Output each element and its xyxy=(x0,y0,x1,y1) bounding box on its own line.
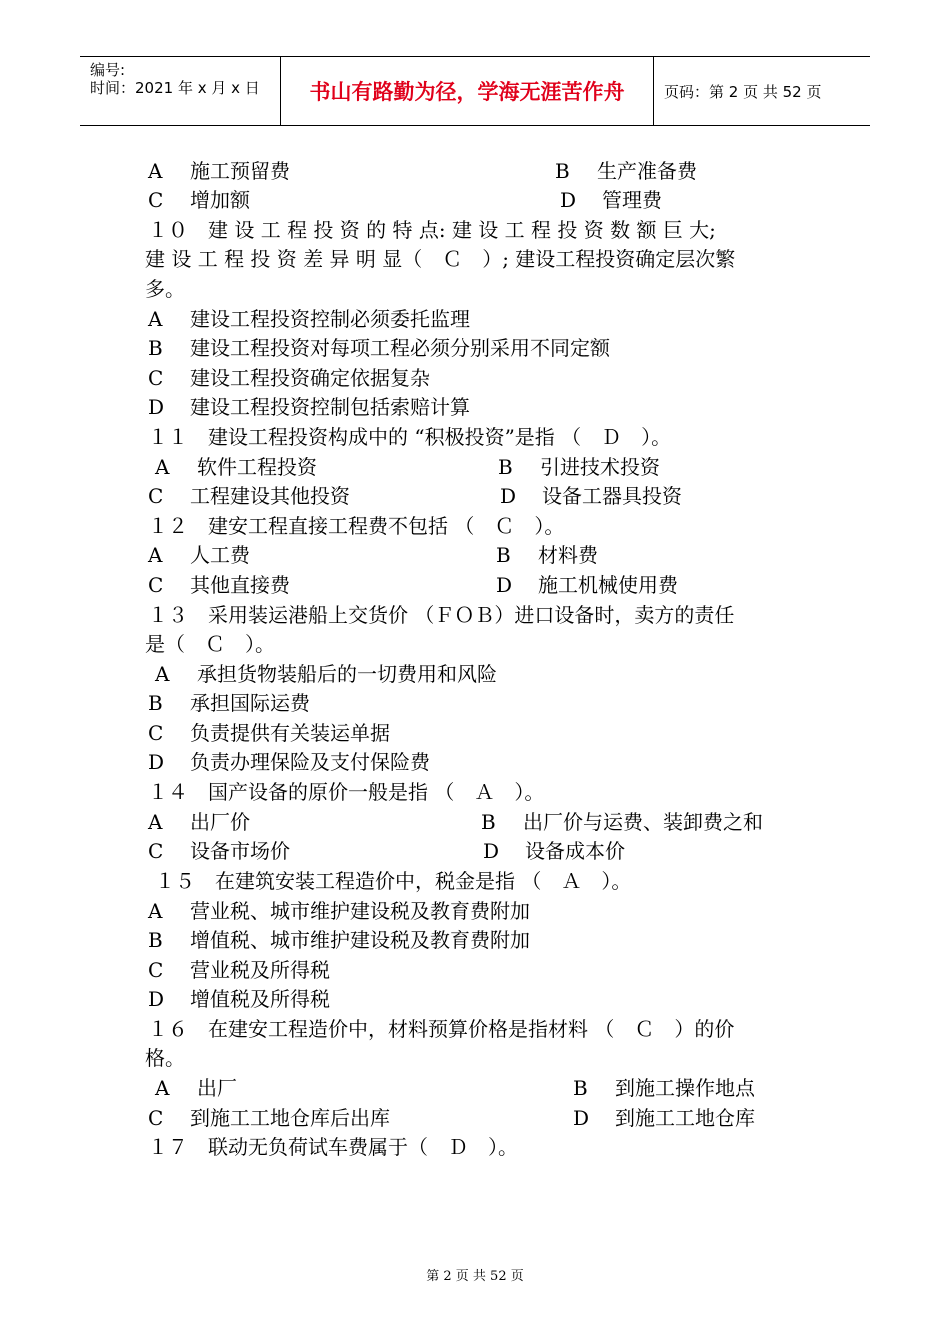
option-letter: C xyxy=(148,573,164,597)
option-text: 软件工程投资 xyxy=(197,455,317,479)
question-text: １３ 采用装运港船上交货价 （ＦＯＢ）进口设备时，卖方的责任 xyxy=(148,603,735,627)
option-letter: D xyxy=(496,573,513,597)
option-letter: D xyxy=(483,839,500,863)
option-row xyxy=(148,689,310,717)
option-letter: C xyxy=(148,839,164,863)
option-row xyxy=(155,1074,237,1102)
question-text: 是（ Ｃ ）。 xyxy=(145,632,275,656)
question-text: １７ 联动无负荷试车费属于（ Ｄ ）。 xyxy=(148,1135,518,1159)
question-text: 多。 xyxy=(145,277,185,301)
option-row xyxy=(148,305,470,333)
option-letter: A xyxy=(155,662,170,686)
number-label: 编号: xyxy=(90,61,126,79)
option-text: 施工预留费 xyxy=(190,159,290,183)
option-letter: C xyxy=(148,1106,164,1130)
option-row xyxy=(148,985,330,1013)
option-letter: B xyxy=(148,336,163,360)
question-text: １５ 在建筑安装工程造价中，税金是指 （ Ａ ）。 xyxy=(155,869,632,893)
option-letter: A xyxy=(155,1076,170,1100)
page-footer: 第 2 页 共 52 页 xyxy=(426,1269,524,1284)
option-row xyxy=(481,808,763,836)
motto-text: 书山有路勤为径，学海无涯苦作舟 xyxy=(309,80,625,104)
option-row xyxy=(496,541,598,569)
header-meta-cell xyxy=(80,57,281,125)
option-text: 设备工器具投资 xyxy=(542,484,682,508)
option-letter: B xyxy=(148,691,163,715)
option-text: 增值税、城市维护建设税及教育费附加 xyxy=(190,928,530,952)
option-letter: C xyxy=(148,958,164,982)
option-text: 施工机械使用费 xyxy=(538,573,678,597)
option-text: 承担货物装船后的一切费用和风险 xyxy=(197,662,497,686)
option-row xyxy=(148,157,290,185)
option-row xyxy=(573,1104,755,1132)
option-row xyxy=(555,157,697,185)
date-label: 时间：2021 年 x 月 x 日 xyxy=(90,79,260,97)
option-text: 负责办理保险及支付保险费 xyxy=(190,750,430,774)
option-letter: B xyxy=(496,543,511,567)
option-letter: B xyxy=(573,1076,588,1100)
option-text: 人工费 xyxy=(190,543,250,567)
option-row xyxy=(148,808,250,836)
option-row xyxy=(573,1074,755,1102)
option-text: 到施工工地仓库 xyxy=(615,1106,755,1130)
option-text: 负责提供有关装运单据 xyxy=(190,721,390,745)
option-row xyxy=(148,897,530,925)
option-text: 设备成本价 xyxy=(525,839,625,863)
header-motto-cell xyxy=(281,57,654,125)
option-text: 引进技术投资 xyxy=(540,455,660,479)
question-text: １６ 在建安工程造价中，材料预算价格是指材料 （ Ｃ ）的价 xyxy=(148,1017,735,1041)
option-row xyxy=(560,186,662,214)
option-row xyxy=(148,334,610,362)
option-text: 工程建设其他投资 xyxy=(190,484,350,508)
option-row xyxy=(148,364,430,392)
option-row xyxy=(155,660,497,688)
option-row xyxy=(148,186,250,214)
option-letter: D xyxy=(500,484,517,508)
option-text: 增值税及所得税 xyxy=(190,987,330,1011)
option-row xyxy=(148,748,430,776)
option-text: 生产准备费 xyxy=(597,159,697,183)
question-text: １０ 建 设 工 程 投 资 的 特 点: 建 设 工 程 投 资 数 额 巨 大; xyxy=(148,218,716,242)
option-letter: B xyxy=(555,159,570,183)
option-text: 出厂价 xyxy=(190,810,250,834)
option-text: 承担国际运费 xyxy=(190,691,310,715)
option-letter: A xyxy=(148,307,163,331)
question-text: １２ 建安工程直接工程费不包括 （ Ｃ ）。 xyxy=(148,514,565,538)
option-letter: C xyxy=(148,484,164,508)
option-letter: A xyxy=(155,455,170,479)
option-text: 建设工程投资对每项工程必须分别采用不同定额 xyxy=(190,336,610,360)
question-text: １１ 建设工程投资构成中的 “积极投资”是指 （ Ｄ ）。 xyxy=(148,425,672,449)
option-row xyxy=(148,393,470,421)
option-text: 营业税、城市维护建设税及教育费附加 xyxy=(190,899,530,923)
option-row xyxy=(148,1104,390,1132)
option-text: 建设工程投资控制包括索赔计算 xyxy=(190,395,470,419)
option-row xyxy=(148,571,290,599)
option-text: 出厂价与运费、装卸费之和 xyxy=(523,810,763,834)
option-letter: A xyxy=(148,899,163,923)
option-row xyxy=(148,926,530,954)
page-info: 页码：第 2 页 共 52 页 xyxy=(664,83,822,101)
option-letter: A xyxy=(148,159,163,183)
question-text: 格。 xyxy=(145,1046,185,1070)
header-page-cell xyxy=(654,57,870,125)
option-row xyxy=(496,571,678,599)
option-letter: D xyxy=(148,987,165,1011)
option-row xyxy=(148,541,250,569)
option-letter: D xyxy=(560,188,577,212)
option-text: 到施工工地仓库后出库 xyxy=(190,1106,390,1130)
option-row xyxy=(148,837,290,865)
option-text: 其他直接费 xyxy=(190,573,290,597)
option-row xyxy=(148,482,350,510)
option-text: 增加额 xyxy=(190,188,250,212)
option-letter: D xyxy=(148,395,165,419)
option-row xyxy=(483,837,625,865)
option-letter: A xyxy=(148,810,163,834)
option-letter: A xyxy=(148,543,163,567)
option-text: 到施工操作地点 xyxy=(615,1076,755,1100)
page-header xyxy=(80,56,870,126)
option-text: 建设工程投资控制必须委托监理 xyxy=(190,307,470,331)
option-text: 建设工程投资确定依据复杂 xyxy=(190,366,430,390)
option-row xyxy=(498,453,660,481)
question-text: １４ 国产设备的原价一般是指 （ Ａ ）。 xyxy=(148,780,545,804)
option-letter: D xyxy=(573,1106,590,1130)
option-row xyxy=(148,956,330,984)
question-text: 建 设 工 程 投 资 差 异 明 显（ Ｃ ）; 建设工程投资确定层次繁 xyxy=(145,247,736,271)
option-row xyxy=(500,482,682,510)
option-letter: C xyxy=(148,188,164,212)
option-letter: D xyxy=(148,750,165,774)
option-row xyxy=(155,453,317,481)
option-text: 营业税及所得税 xyxy=(190,958,330,982)
option-letter: B xyxy=(481,810,496,834)
option-letter: C xyxy=(148,721,164,745)
option-text: 出厂 xyxy=(197,1076,237,1100)
option-letter: B xyxy=(498,455,513,479)
option-row xyxy=(148,719,390,747)
option-text: 管理费 xyxy=(602,188,662,212)
option-text: 材料费 xyxy=(538,543,598,567)
option-text: 设备市场价 xyxy=(190,839,290,863)
option-letter: C xyxy=(148,366,164,390)
option-letter: B xyxy=(148,928,163,952)
